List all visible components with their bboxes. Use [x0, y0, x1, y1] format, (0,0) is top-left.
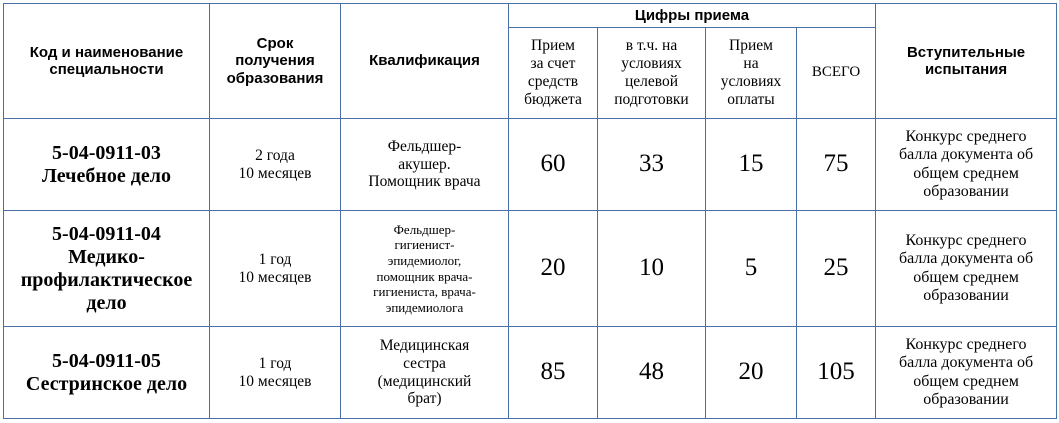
header-targeted: в т.ч. на условиях целевой подготовки: [598, 28, 706, 119]
targeted-count: 48: [598, 327, 706, 419]
table-row: [4, 211, 1057, 327]
header-qualification: Квалификация: [341, 4, 509, 119]
term-cell: 1 год 10 месяцев: [210, 211, 341, 327]
total-count: 105: [797, 327, 876, 419]
budget-count: 60: [509, 119, 598, 211]
table-row: [4, 119, 1057, 211]
qualification-cell: Медицинская сестра (медицинский брат): [341, 327, 509, 419]
header-admission-figures: Цифры приема: [509, 4, 876, 28]
header-row-top: [4, 4, 1057, 28]
header-exams: Вступительные испытания: [876, 4, 1057, 119]
term-cell: 1 год 10 месяцев: [210, 327, 341, 419]
targeted-count: 10: [598, 211, 706, 327]
qualification-cell: Фельдшер- гигиенист- эпидемиолог, помощник врача- гигиениста, врача- эпидемиолога: [341, 211, 509, 327]
exam-cell: Конкурс среднего балла документа об общем среднем образовании: [876, 327, 1057, 419]
admission-table: [3, 3, 1057, 419]
total-count: 75: [797, 119, 876, 211]
header-budget: Прием за счет средств бюджета: [509, 28, 598, 119]
term-cell: 2 года 10 месяцев: [210, 119, 341, 211]
header-total: ВСЕГО: [797, 28, 876, 119]
header-code-name: Код и наименование специальности: [4, 4, 210, 119]
header-term: Срок получения образования: [210, 4, 341, 119]
header-paid: Прием на условиях оплаты: [706, 28, 797, 119]
exam-cell: Конкурс среднего балла документа об общем среднем образовании: [876, 119, 1057, 211]
exam-cell: Конкурс среднего балла документа об общем среднем образовании: [876, 211, 1057, 327]
budget-count: 85: [509, 327, 598, 419]
table-row: [4, 327, 1057, 419]
total-count: 25: [797, 211, 876, 327]
paid-count: 20: [706, 327, 797, 419]
specialty-cell: 5-04-0911-04 Медико- профилактическое дело: [4, 211, 210, 327]
qualification-cell: Фельдшер- акушер. Помощник врача: [341, 119, 509, 211]
specialty-cell: 5-04-0911-05 Сестринское дело: [4, 327, 210, 419]
paid-count: 5: [706, 211, 797, 327]
paid-count: 15: [706, 119, 797, 211]
targeted-count: 33: [598, 119, 706, 211]
specialty-cell: 5-04-0911-03 Лечебное дело: [4, 119, 210, 211]
budget-count: 20: [509, 211, 598, 327]
